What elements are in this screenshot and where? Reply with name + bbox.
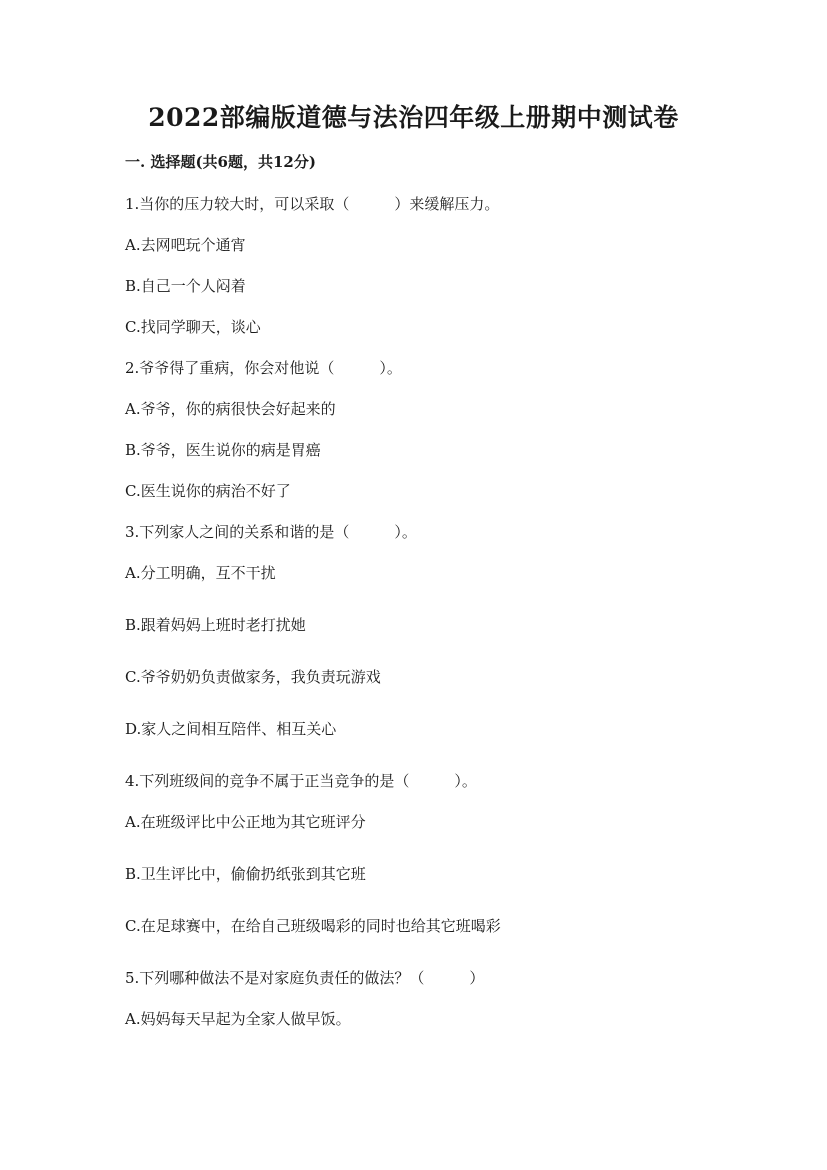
question-option: B.爷爷，医生说你的病是胃癌 — [125, 441, 321, 459]
question-stem: 1.当你的压力较大时，可以采取（ ）来缓解压力。 — [125, 195, 500, 213]
question-option: A.妈妈每天早起为全家人做早饭。 — [125, 1010, 351, 1028]
question-option: C.医生说你的病治不好了 — [125, 482, 291, 500]
question-option: A.在班级评比中公正地为其它班评分 — [125, 813, 366, 831]
question-stem: 2.爷爷得了重病，你会对他说（ ）。 — [125, 359, 402, 377]
question-option: C.找同学聊天，谈心 — [125, 318, 261, 336]
question-option: C.在足球赛中，在给自己班级喝彩的同时也给其它班喝彩 — [125, 917, 501, 935]
question-option: D.家人之间相互陪伴、相互关心 — [125, 720, 337, 738]
document-title: 2022部编版道德与法治四年级上册期中测试卷 — [148, 103, 679, 132]
question-stem: 5.下列哪种做法不是对家庭负责任的做法？（ ） — [125, 969, 485, 987]
question-option: A.分工明确，互不干扰 — [125, 564, 276, 582]
question-stem: 4.下列班级间的竞争不属于正当竞争的是（ ）。 — [125, 772, 477, 790]
question-option: A.爷爷，你的病很快会好起来的 — [125, 400, 336, 418]
question-option: A.去网吧玩个通宵 — [125, 236, 246, 254]
question-stem: 3.下列家人之间的关系和谐的是（ ）。 — [125, 523, 417, 541]
section-heading: 一. 选择题(共6题，共12分) — [125, 153, 316, 171]
question-option: B.卫生评比中，偷偷扔纸张到其它班 — [125, 865, 366, 883]
question-option: B.跟着妈妈上班时老打扰她 — [125, 616, 306, 634]
question-option: C.爷爷奶奶负责做家务，我负责玩游戏 — [125, 668, 381, 686]
question-option: B.自己一个人闷着 — [125, 277, 246, 295]
